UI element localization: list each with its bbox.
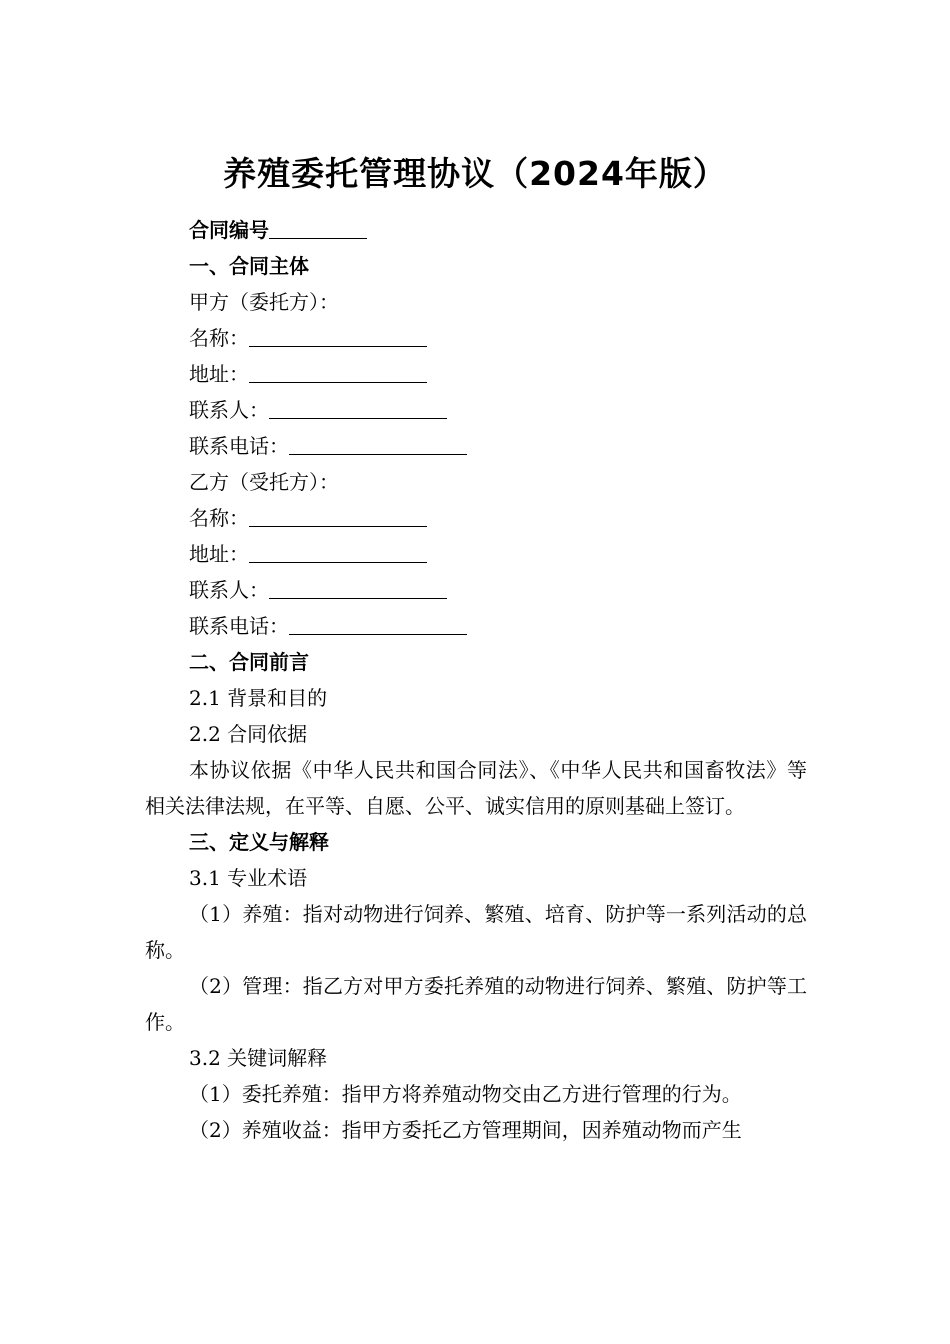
party-b-heading: 乙方（受托方）：: [189, 470, 339, 494]
party-b-address-label: 地址：: [189, 542, 249, 566]
party-a-phone-blank: [289, 430, 467, 455]
keyword-1: （1）委托养殖：指甲方将养殖动物交由乙方进行管理的行为。: [189, 1082, 742, 1106]
party-a-address-blank: [249, 358, 427, 383]
preface-paragraph: 本协议依据《中华人民共和国合同法》、《中华人民共和国畜牧法》等相关法律法规，在平等、自愿、公平、诚实信用的原则基础上签订。: [145, 758, 807, 818]
party-b-phone-label: 联系电话：: [189, 614, 289, 638]
preface-item-2-1: 2.1 背景和目的: [189, 686, 328, 710]
party-a-contact-label: 联系人：: [189, 398, 269, 422]
party-b-address-blank: [249, 538, 427, 563]
party-a-contact-blank: [269, 394, 447, 419]
document-body: [145, 212, 807, 1148]
definitions-sub-3-2: 3.2 关键词解释: [189, 1046, 328, 1070]
party-b-phone-line: [145, 608, 807, 644]
contract-number-line: [145, 212, 807, 248]
definition-term-2: （2）管理：指乙方对甲方委托养殖的动物进行饲养、繁殖、防护等工作。: [145, 974, 807, 1034]
party-a-contact-line: [145, 392, 807, 428]
party-a-address-line: [145, 356, 807, 392]
contract-number-label: 合同编号: [189, 218, 269, 242]
party-a-phone-label: 联系电话：: [189, 434, 289, 458]
keyword-2: （2）养殖收益：指甲方委托乙方管理期间，因养殖动物而产生: [189, 1118, 742, 1142]
party-a-name-label: 名称：: [189, 326, 249, 350]
party-b-name-label: 名称：: [189, 506, 249, 530]
section-heading-3: 三、定义与解释: [189, 830, 329, 854]
party-b-name-line: [145, 500, 807, 536]
party-b-contact-line: [145, 572, 807, 608]
definitions-sub-3-1: 3.1 专业术语: [189, 866, 308, 890]
contract-number-blank: [269, 214, 367, 239]
party-b-address-line: [145, 536, 807, 572]
party-a-address-label: 地址：: [189, 362, 249, 386]
section-heading-1: 一、合同主体: [189, 254, 309, 278]
party-a-heading: 甲方（委托方）：: [189, 290, 339, 314]
party-a-name-blank: [249, 322, 427, 347]
party-b-contact-label: 联系人：: [189, 578, 269, 602]
party-a-name-line: [145, 320, 807, 356]
preface-item-2-2: 2.2 合同依据: [189, 722, 308, 746]
party-b-phone-blank: [289, 610, 467, 635]
section-heading-2: 二、合同前言: [189, 650, 309, 674]
party-a-phone-line: [145, 428, 807, 464]
party-b-name-blank: [249, 502, 427, 527]
party-b-contact-blank: [269, 574, 447, 599]
document-title: 养殖委托管理协议（2024年版）: [223, 154, 727, 193]
definition-term-1: （1）养殖：指对动物进行饲养、繁殖、培育、防护等一系列活动的总称。: [145, 902, 807, 962]
